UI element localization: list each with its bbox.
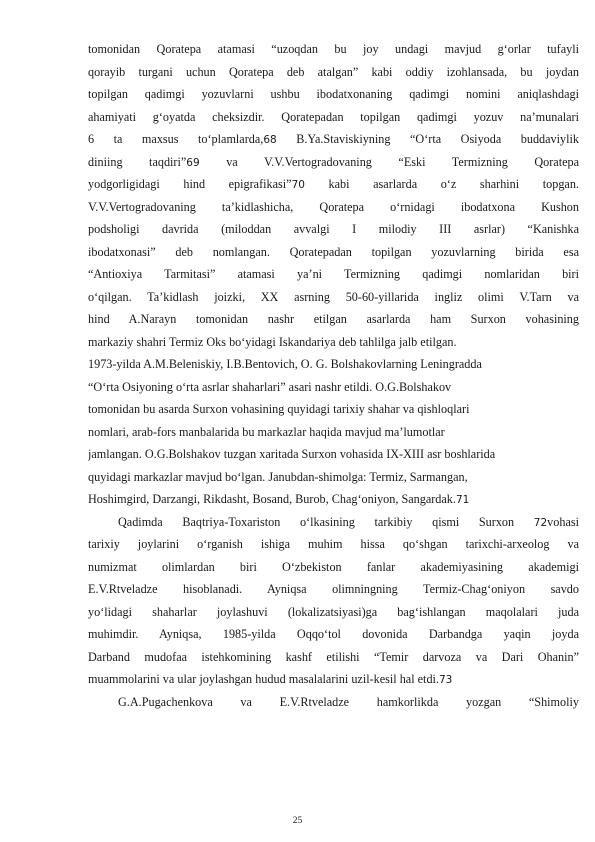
text-line: nomlari, arab-fors manbalarida bu markazlar haqida mavjud ma’lumotlar — [88, 424, 445, 439]
text-line: topilgan qadimgi yozuvlarni ushbu ibodatxonaning qadimgi nomini aniqlashdagi — [88, 87, 579, 101]
text-line: tomonidan bu asarda Surxon vohasining quyidagi tarixiy shahar va qishloqlari — [88, 402, 470, 416]
footnote-ref[interactable]: 70 — [291, 179, 305, 191]
text-line: podsholigi davrida (miloddan avvalgi I milodiy III asrlar) “Kanishka — [88, 222, 579, 236]
text-line: muhimdir. Ayniqsa, 1985-yilda Oqqo‘tol dovonida Darbandga yaqin joyda — [88, 627, 579, 641]
footnote-ref[interactable]: 71 — [455, 494, 470, 506]
text-line: “O‘rta Osiyoning o‘rta asrlar shaharlari” asari nashr etildi. O.G.Bolshakov — [88, 379, 452, 394]
text-line: diniing taqdiri”69 va V.V.Vertogradovaning “Eski Termizning Qoratepa — [88, 154, 579, 169]
text-line: tarixiy joylarini o‘rganish ishiga muhim hissa qo‘shgan tarixchi-arxeolog va — [88, 537, 579, 551]
footnote-ref[interactable]: 73 — [438, 674, 453, 686]
text-line: “Antioxiya Tarmitasi” atamasi ya’ni Termizning qadimgi nomlaridan biri — [88, 267, 579, 281]
footnote-ref[interactable]: 68 — [263, 134, 277, 146]
footnote-ref[interactable]: 72 — [533, 516, 548, 529]
footnote-ref[interactable]: 69 — [186, 156, 200, 169]
text-line: tomonidan Qoratepa atamasi “uzoqdan bu joy undagi mavjud g‘orlar tufayli — [88, 42, 579, 56]
text-line: Darband mudofaa istehkomining kashf etilishi “Temir darvoza va Dari Ohanin” — [88, 649, 579, 664]
text-line: qorayib turgani uchun Qoratepa deb atalgan” kabi oddiy izohlansada, bu joydan — [88, 64, 579, 79]
text-line: V.V.Vertogradovaning ta’kidlashicha, Qoratepa o‘rnidagi ibodatxona Kushon — [88, 199, 579, 214]
text-line: muammolarini va ular joylashgan hudud masalalarini uzil-kesil hal etdi.73 — [88, 672, 453, 686]
text-line: yo‘lidagi shaharlar joylashuvi (lokalizatsiyasi)ga bag‘ishlangan maqolalari juda — [88, 604, 579, 619]
text-line: Hoshimgird, Darzangi, Rikdasht, Bosand, Burob, Chag‘oniyon, Sangardak.71 — [88, 492, 470, 506]
text-line: 1973-yilda A.M.Beleniskiy, I.B.Bentovich, O. G. Bolshakovlarning Leningradda — [88, 357, 482, 371]
body-text — [88, 38, 579, 713]
text-line: 6 ta maxsus to‘plamlarda,68 B.Ya.Staviskiyning “O‘rta Osiyoda buddaviylik — [88, 132, 579, 146]
text-line: G.A.Pugachenkova va E.V.Rtveladze hamkorlikda yozgan “Shimoliy — [118, 694, 579, 709]
text-line: E.V.Rtveladze hisoblanadi. Ayniqsa olimningning Termiz-Chag‘oniyon savdo — [88, 582, 579, 596]
text-line: hind A.Narayn tomonidan nashr etilgan asarlarda ham Surxon vohasining — [88, 312, 579, 326]
text-line: Qadimda Baqtriya-Toxariston o‘lkasining tarkibiy qismi Surxon 72vohasi — [118, 514, 579, 529]
text-line: o‘qilgan. Ta’kidlash joizki, XX asrning 50-60-yillarida ingliz olimi V.Tarn va — [88, 289, 579, 304]
page-number: 25 — [292, 816, 303, 826]
text-line: ibodatxonasi” deb nomlangan. Qoratepadan topilgan yozuvlarning birida esa — [88, 244, 579, 259]
text-line: jamlangan. O.G.Bolshakov tuzgan xaritada Surxon vohasida IX-XIII asr boshlarida — [88, 447, 496, 461]
text-line: markaziy shahri Termiz Oks bo‘yidagi Iskandariya deb tahlilga jalb etilgan. — [88, 334, 457, 349]
text-line: yodgorligidagi hind epigrafikasi”70 kabi asarlarda o‘z sharhini topgan. — [88, 177, 579, 191]
text-line: ahamiyati g‘oyatda cheksizdir. Qoratepadan topilgan qadimgi yozuv na’munalari — [88, 109, 579, 124]
text-line: quyidagi markazlar mavjud bo‘lgan. Janubdan-shimolga: Termiz, Sarmangan, — [88, 469, 468, 484]
text-line: numizmat olimlardan biri O‘zbekiston fanlar akademiyasining akademigi — [88, 559, 579, 574]
